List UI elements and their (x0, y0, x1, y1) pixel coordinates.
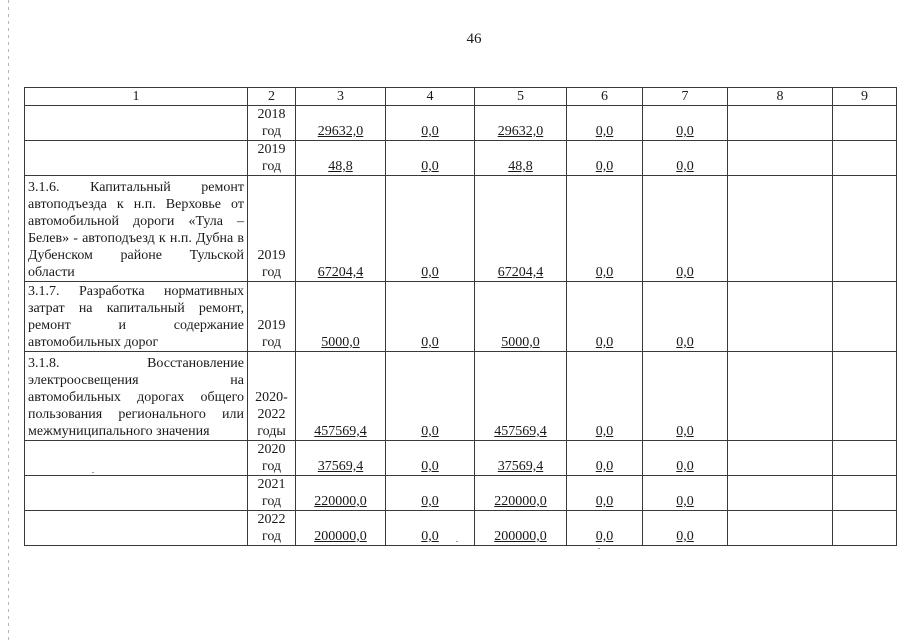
col8-value (728, 176, 833, 282)
year-cell: 2021 год (248, 476, 296, 511)
item-description: 3.1.8. Восстановление электроосвещения на автомобильных дорогах общего пользования регионального или межмуниципального значения (25, 352, 248, 441)
col5-value: 48,8 (508, 159, 533, 174)
col4-value: 0,0 (421, 529, 439, 544)
col3-value: 29632,0 (317, 124, 364, 139)
scan-speck (598, 548, 600, 549)
col9-value (833, 476, 897, 511)
col3-value: 457569,4 (314, 424, 367, 439)
col5-value: 37569,4 (497, 459, 544, 474)
column-header: 8 (728, 88, 833, 106)
col5-value: 200000,0 (494, 529, 547, 544)
col9-value (833, 106, 897, 141)
year-cell: 2018 год (248, 106, 296, 141)
table-row (25, 282, 897, 352)
year-cell: 2022 год (248, 511, 296, 546)
item-description (25, 141, 248, 176)
table-row (25, 176, 897, 282)
col4-value: 0,0 (421, 424, 439, 439)
page-number: 46 (466, 31, 482, 47)
table-row (25, 106, 897, 141)
col4-value: 0,0 (421, 159, 439, 174)
column-header: 3 (296, 88, 386, 106)
col9-value (833, 176, 897, 282)
scan-speck (92, 472, 94, 473)
col9-value (833, 511, 897, 546)
col7-value: 0,0 (676, 159, 694, 174)
year-cell: 2019 год (248, 282, 296, 352)
col5-value: 67204,4 (497, 265, 544, 280)
col6-value: 0,0 (595, 265, 614, 280)
table-row (25, 441, 897, 476)
item-description (25, 476, 248, 511)
column-header: 9 (833, 88, 897, 106)
column-header: 5 (475, 88, 567, 106)
col8-value (728, 476, 833, 511)
col7-value: 0,0 (676, 494, 694, 509)
item-description: 3.1.7. Разработка нормативных затрат на капитальный ремонт, ремонт и содержание автомобильных дорог (25, 282, 248, 352)
col8-value (728, 511, 833, 546)
col6-value: 0,0 (595, 529, 614, 544)
item-description (25, 106, 248, 141)
col6-value: 0,0 (595, 159, 614, 174)
col3-value: 220000,0 (314, 494, 367, 509)
col7-value: 0,0 (676, 124, 694, 139)
table-row (25, 352, 897, 441)
column-header: 1 (25, 88, 248, 106)
table-row (25, 511, 897, 546)
col4-value: 0,0 (421, 335, 439, 350)
col4-value: 0,0 (421, 494, 439, 509)
col3-value: 5000,0 (321, 335, 360, 350)
table-row (25, 476, 897, 511)
col9-value (833, 352, 897, 441)
year-cell: 2020-2022 годы (248, 352, 296, 441)
col4-value: 0,0 (421, 459, 439, 474)
year-cell: 2019 год (248, 141, 296, 176)
col7-value: 0,0 (676, 335, 694, 350)
col7-value: 0,0 (676, 424, 694, 439)
col7-value: 0,0 (676, 529, 694, 544)
col8-value (728, 441, 833, 476)
col9-value (833, 441, 897, 476)
table-header-row (25, 88, 897, 106)
col9-value (833, 282, 897, 352)
scan-speck (456, 541, 458, 542)
item-description (25, 511, 248, 546)
col8-value (728, 352, 833, 441)
col6-value: 0,0 (595, 494, 614, 509)
item-description: 3.1.6. Капитальный ремонт автоподъезда к н.п. Верховье от автомобильной дороги «Тула – Белев» - автоподъезд к н.п. Дубна в Дубенском районе Тульской области (25, 176, 248, 282)
col8-value (728, 282, 833, 352)
col5-value: 220000,0 (494, 494, 547, 509)
scan-edge-line (8, 0, 9, 640)
column-header: 4 (386, 88, 475, 106)
col3-value: 67204,4 (317, 265, 364, 280)
col4-value: 0,0 (421, 124, 439, 139)
col6-value: 0,0 (595, 335, 614, 350)
year-cell: 2020 год (248, 441, 296, 476)
col6-value: 0,0 (595, 459, 614, 474)
item-description (25, 441, 248, 476)
col3-value: 37569,4 (317, 459, 364, 474)
column-header: 2 (248, 88, 296, 106)
budget-table (24, 87, 897, 546)
table-row (25, 141, 897, 176)
col6-value: 0,0 (595, 124, 614, 139)
col3-value: 200000,0 (314, 529, 367, 544)
col3-value: 48,8 (328, 159, 353, 174)
col5-value: 29632,0 (497, 124, 544, 139)
col7-value: 0,0 (676, 265, 694, 280)
column-header: 7 (643, 88, 728, 106)
col8-value (728, 106, 833, 141)
col4-value: 0,0 (421, 265, 439, 280)
column-header: 6 (567, 88, 643, 106)
col7-value: 0,0 (676, 459, 694, 474)
year-cell: 2019 год (248, 176, 296, 282)
col5-value: 457569,4 (494, 424, 547, 439)
col5-value: 5000,0 (501, 335, 540, 350)
col8-value (728, 141, 833, 176)
col6-value: 0,0 (595, 424, 614, 439)
col9-value (833, 141, 897, 176)
